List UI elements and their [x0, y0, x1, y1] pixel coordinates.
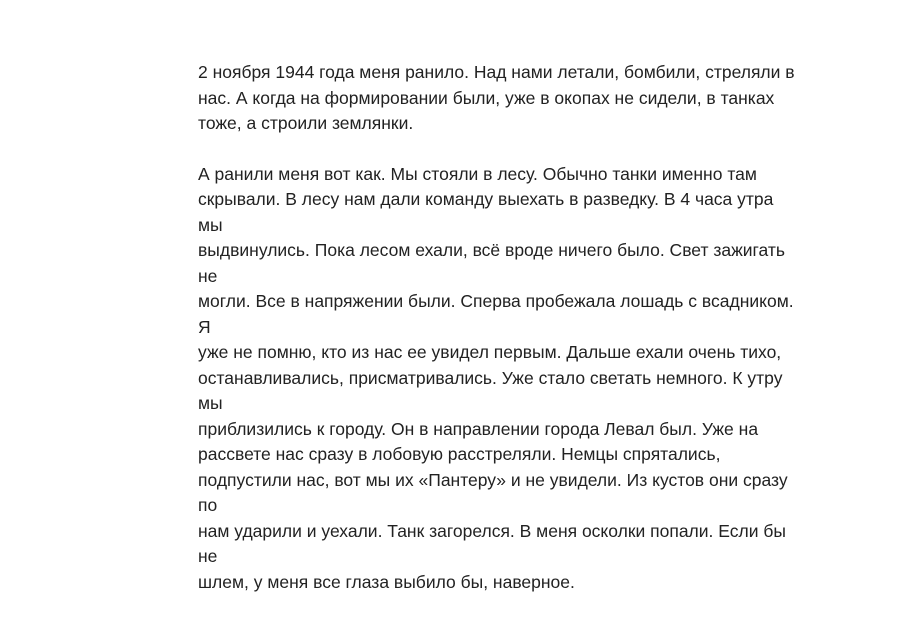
text-line: уже не помню, кто из нас ее увидел первым. Дальше ехали очень тихо,: [198, 342, 782, 362]
text-line: могли. Все в напряжении были. Сперва пробежала лошадь с всадником. Я: [198, 291, 794, 337]
text-line: подпустили нас, вот мы их «Пантеру» и не увидели. Из кустов они сразу по: [198, 469, 788, 515]
paragraph-1: [198, 60, 798, 137]
text-line: нам ударили и уехали. Танк загорелся. В меня осколки попали. Если бы не: [198, 520, 786, 566]
text-line: рассвете нас сразу в лобовую расстреляли. Немцы спрятались,: [198, 444, 721, 464]
text-line: 2 ноября 1944 года меня ранило. Над нами летали, бомбили, стреляли в: [198, 62, 795, 82]
text-line: нас. А когда на формировании были, уже в окопах не сидели, в танках: [198, 87, 775, 108]
text-line: приблизились к городу. Он в направлении города Левал был. Уже на: [198, 418, 759, 439]
text-line: останавливались, присматривались. Уже стало светать немного. К утру мы: [198, 367, 783, 413]
text-line: выдвинулись. Пока лесом ехали, всё вроде ничего было. Свет зажигать не: [198, 240, 786, 286]
paragraph-2: [198, 162, 798, 596]
text-line: тоже, а строили землянки.: [198, 113, 414, 133]
text-line: скрывали. В лесу нам дали команду выехать в разведку. В 4 часа утра мы: [198, 189, 774, 235]
article-body: [198, 60, 798, 620]
text-line: шлем, у меня все глаза выбило бы, наверное.: [198, 571, 575, 592]
text-line: А ранили меня вот как. Мы стояли в лесу. Обычно танки именно там: [198, 163, 757, 184]
